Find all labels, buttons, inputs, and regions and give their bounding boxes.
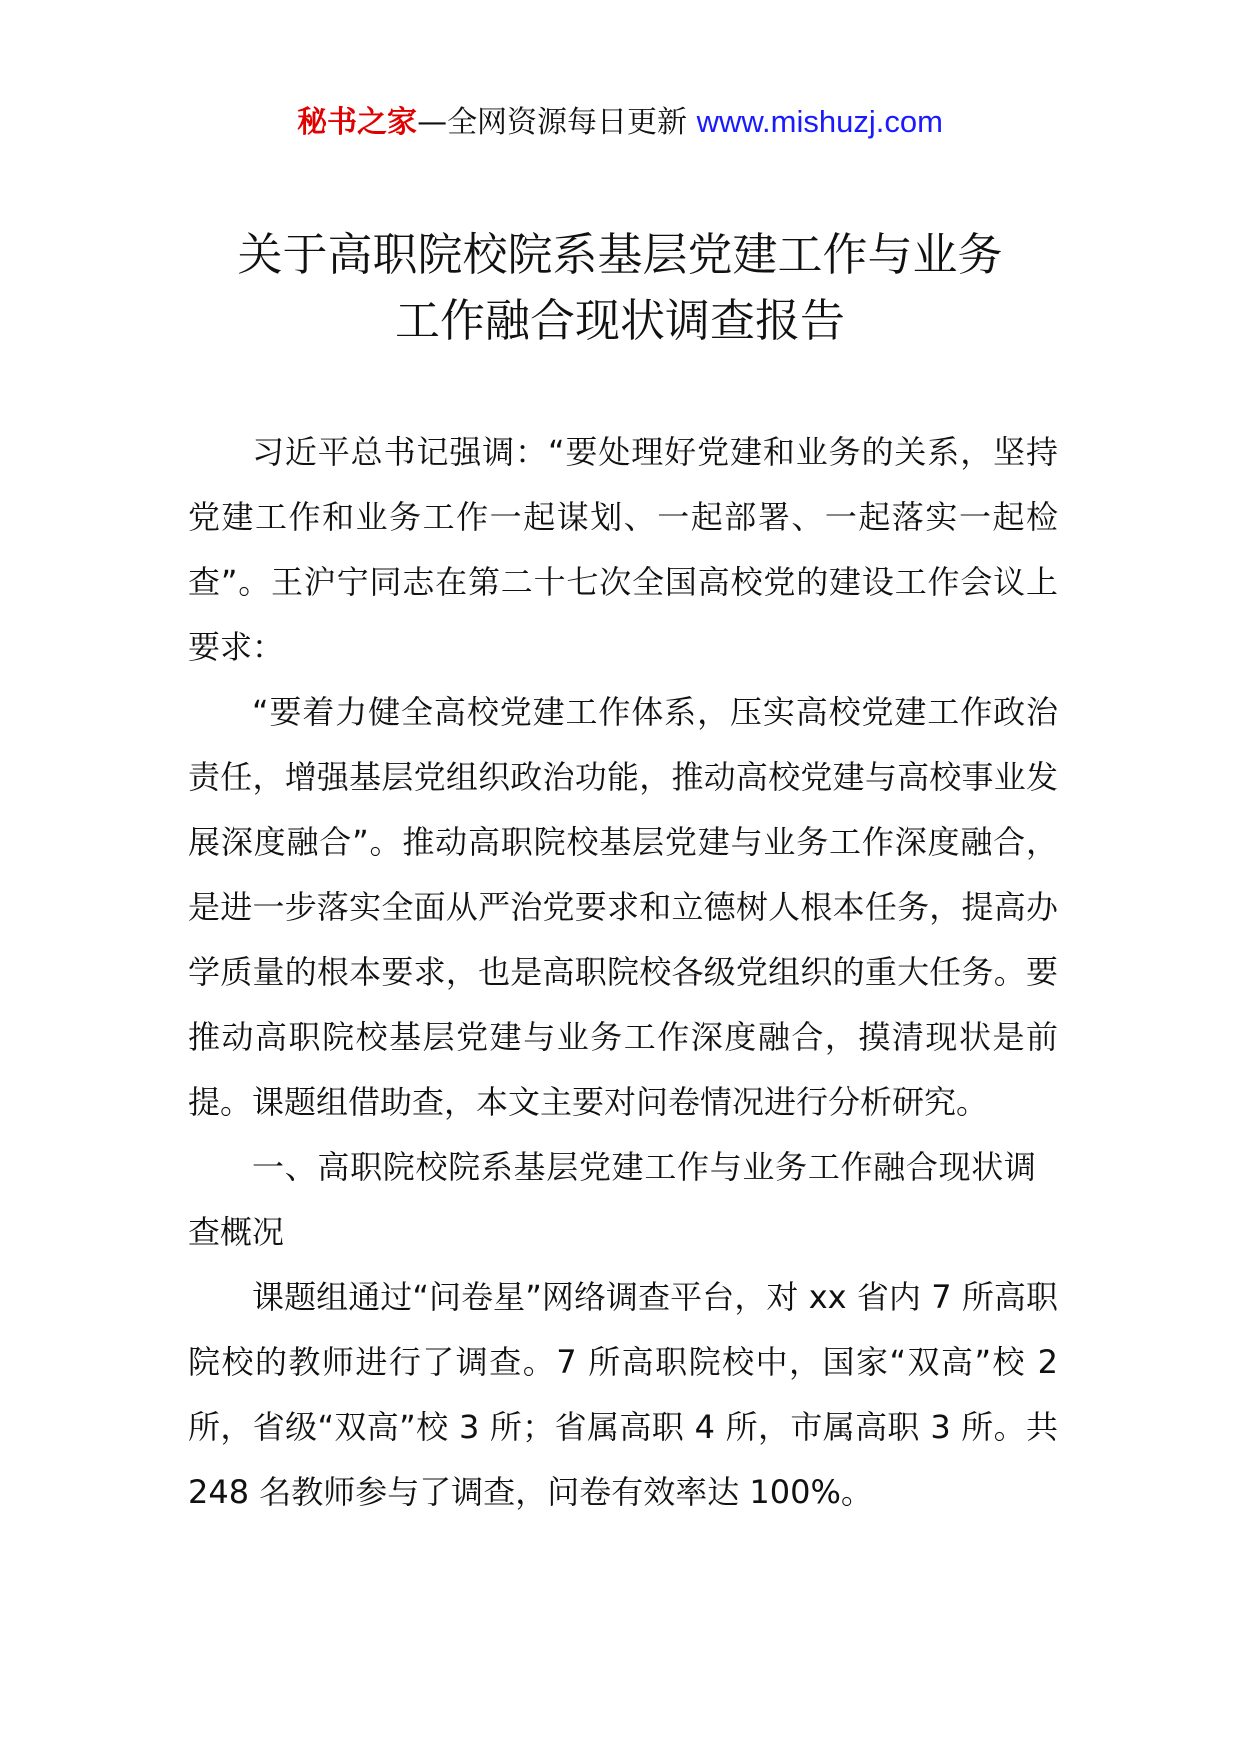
document-body	[188, 420, 1058, 1525]
title-line-1: 关于高职院校院系基层党建工作与业务	[237, 228, 1003, 281]
title-line-2: 工作融合现状调查报告	[394, 294, 845, 347]
paragraph-intro-quote: 习近平总书记强调：“要处理好党建和业务的关系，坚持党建工作和业务工作一起谋划、一起部署、一起落实一起检查”。王沪宁同志在第二十七次全国高校党的建设工作会议上要求：	[188, 433, 1058, 666]
paragraph-requirement: “要着力健全高校党建工作体系，压实高校党建工作政治责任，增强基层党组织政治功能，推动高校党建与高校事业发展深度融合”。推动高职院校基层党建与业务工作深度融合，是进一步落实全面从严治党要求和立德树人根本任务，提高办学质量的根本要求，也是高职院校各级党组织的重大任务。要推动高职院校基层党建与业务工作深度融合，摸清现状是前提。课题组借助查，本文主要对问卷情况进行分析研究。	[188, 693, 1058, 1121]
site-header	[0, 100, 1240, 145]
document-title	[150, 222, 1090, 354]
paragraph-survey-overview: 课题组通过“问卷星”网络调查平台，对 xx 省内 7 所高职院校的教师进行了调查。7 所高职院校中，国家“双高”校 2 所，省级“双高”校 3 所；省属高职 4 所，市属高职 3 所。共 248 名教师参与了调查，问卷有效率达 100%。	[188, 1278, 1058, 1511]
site-url-link[interactable]: www.mishuzj.com	[696, 104, 943, 139]
brand-name: 秘书之家	[297, 105, 418, 140]
section-heading-1: 一、高职院校院系基层党建工作与业务工作融合现状调查概况	[188, 1148, 1036, 1251]
header-slogan: —全网资源每日更新	[417, 105, 688, 140]
